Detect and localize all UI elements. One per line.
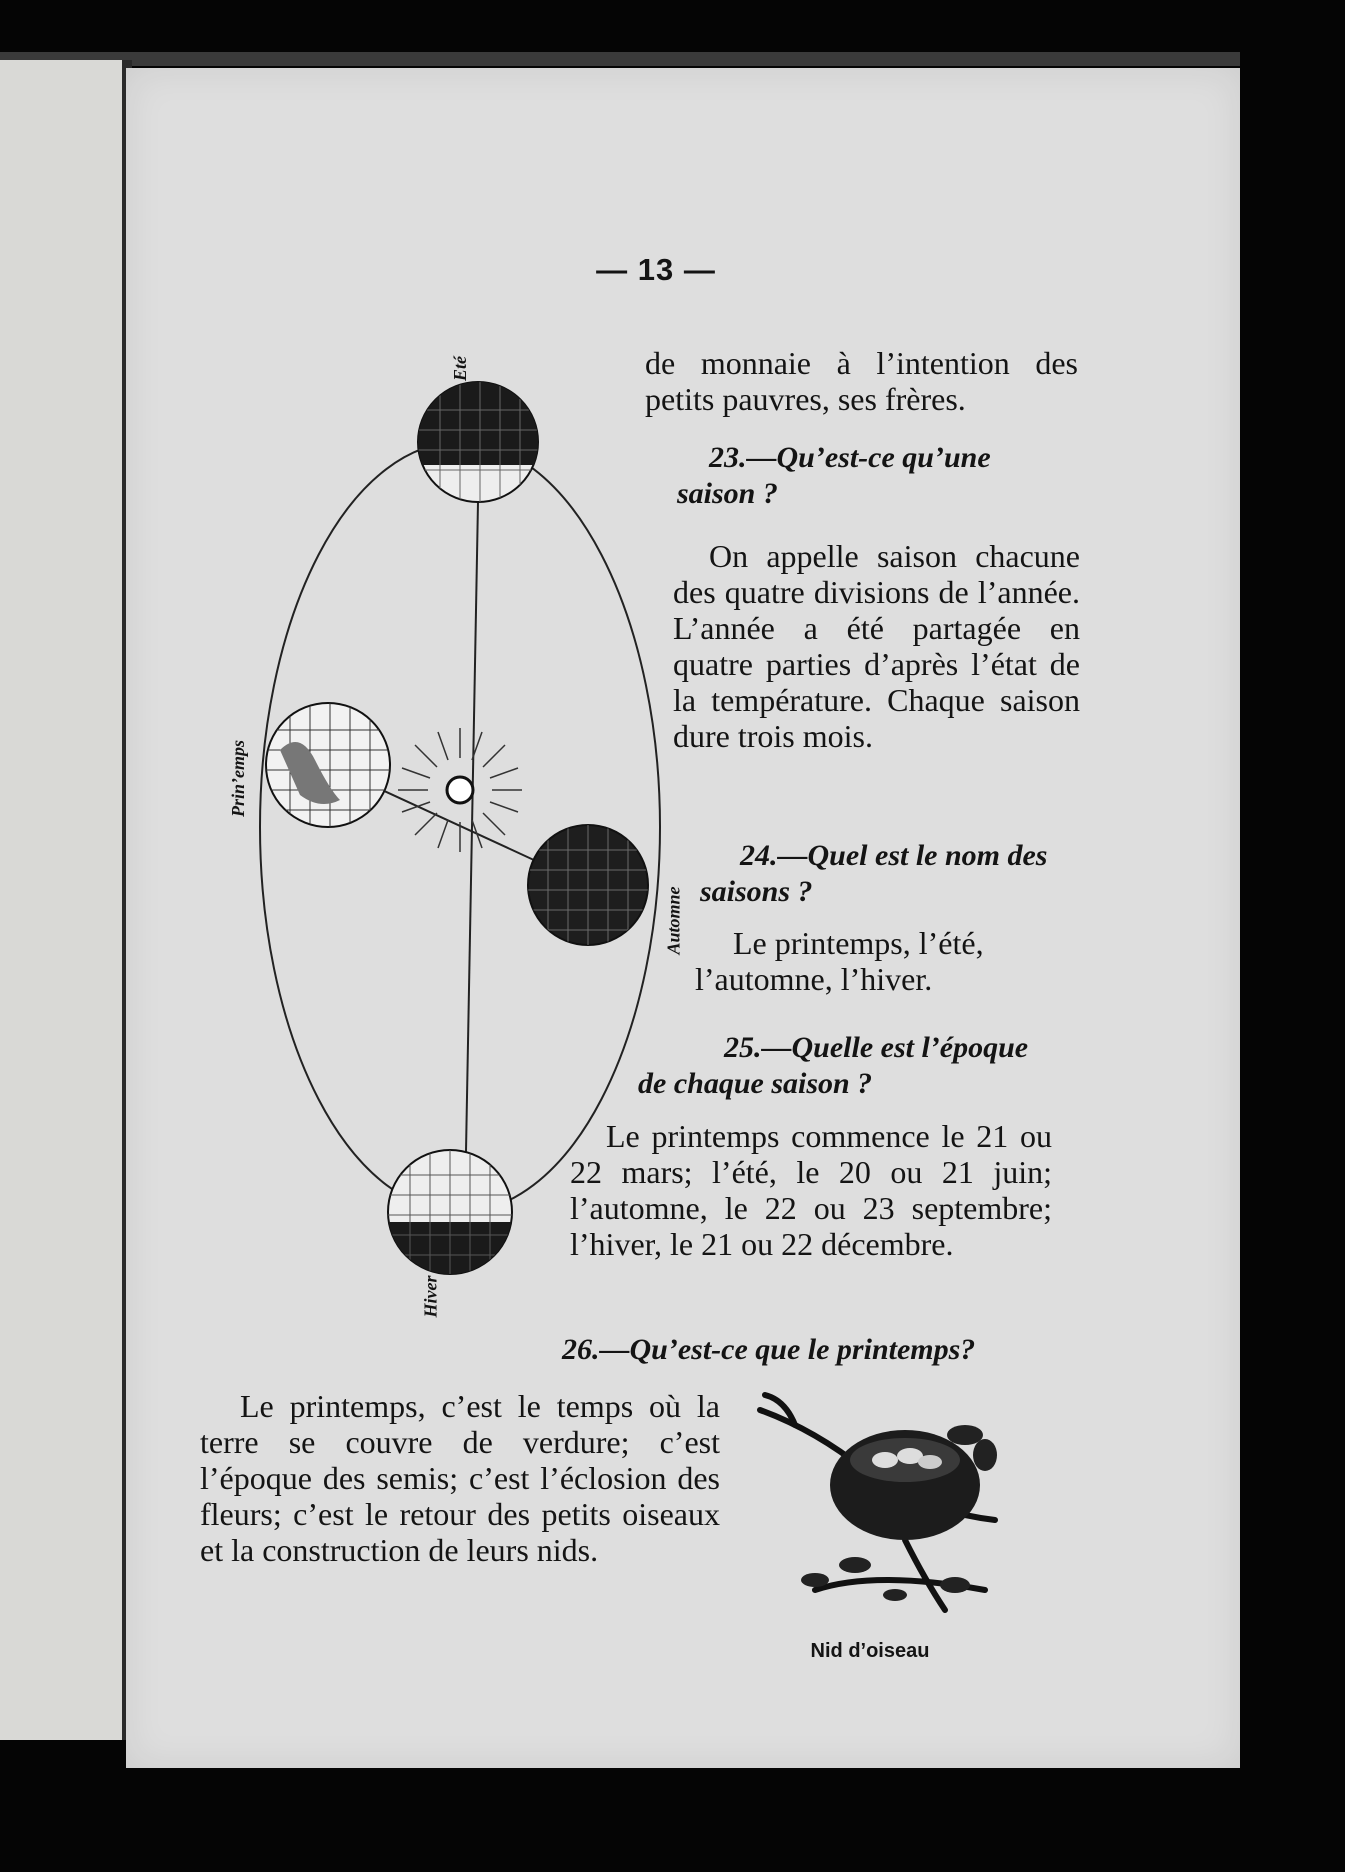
answer-23: On appelle saison chacune des quatre divisions de l’année. L’année a été partagée en quatre parties d’après l’état de la température. Chaque saison dure trois mois.: [673, 538, 1080, 754]
page-number: — 13 —: [596, 252, 716, 287]
question-23: 23.—Qu’est-ce qu’une saison ?: [677, 441, 991, 510]
nest-caption: Nid d’oiseau: [810, 1640, 930, 1662]
scan-top-edge: [0, 52, 1240, 66]
label-summer: Eté: [450, 356, 470, 381]
axis-line: [465, 502, 478, 1205]
globe-summer-icon: [410, 370, 550, 502]
globe-autumn-icon: [528, 825, 648, 945]
label-spring: Prin’emps: [228, 739, 249, 818]
sun-icon: [398, 728, 522, 852]
question-26: 26.—Qu’est-ce que le printemps?: [562, 1333, 976, 1366]
answer-24: Le printemps, l’été, l’automne, l’hiver.: [695, 925, 984, 997]
label-winter: Hiver: [420, 1275, 441, 1318]
globe-spring-icon: [266, 703, 390, 827]
answer-26: Le printemps, c’est le temps où la terre se couvre de verdure; c’est l’époque des semis; c’est l’éclosion des fleurs; c’est le retour des petits oiseaux et la construction de leurs nids.: [200, 1388, 720, 1568]
label-autumn: Automne: [663, 886, 684, 955]
intro-text: de monnaie à l’intention des petits pauvres, ses frères.: [645, 345, 1078, 417]
globe-winter-icon: [380, 1150, 520, 1282]
seasons-orbit-diagram: [230, 330, 680, 1310]
bird-nest-illustration: [755, 1390, 1005, 1620]
left-page-edge: [0, 60, 132, 1740]
question-24: 24.—Quel est le nom des saisons ?: [700, 839, 1048, 908]
question-25: 25.—Quelle est l’époque de chaque saison ?: [638, 1031, 1029, 1100]
answer-25: Le printemps commence le 21 ou 22 mars; l’été, le 20 ou 21 juin; l’automne, le 22 ou 23 septembre; l’hiver, le 21 ou 22 décembre.: [570, 1118, 1052, 1262]
